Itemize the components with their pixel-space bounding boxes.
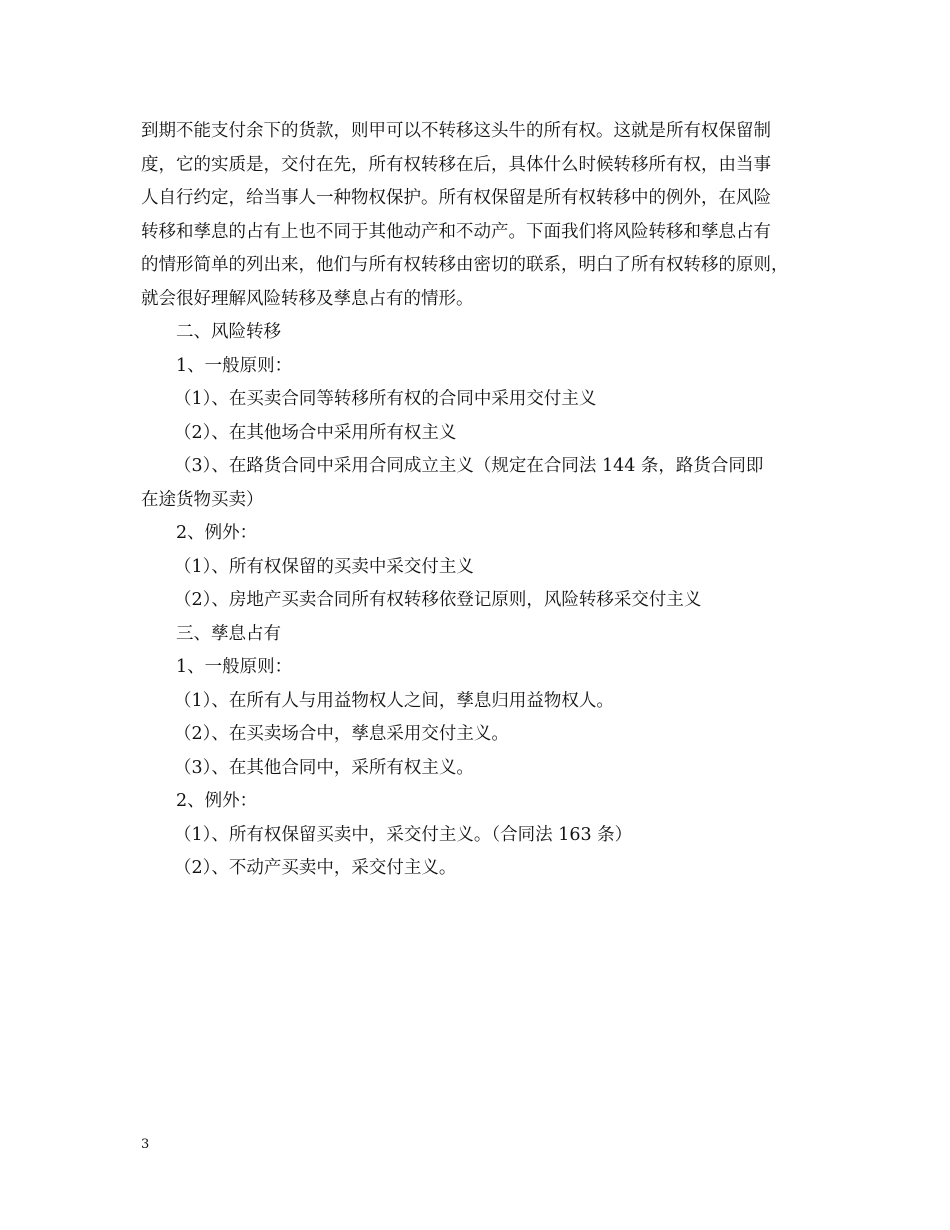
list-item: （2）、在其他场合中采用所有权主义	[174, 422, 457, 443]
body-text	[141, 115, 821, 886]
list-item: （3）、在路货合同中采用合同成立主义（规定在合同法 144 条，路货合同即	[174, 456, 764, 476]
body-line: 转移和孳息的占有上也不同于其他动产和不动产。下面我们将风险转移和孳息占有	[141, 221, 771, 242]
list-item-continuation: 在途货物买卖）	[141, 489, 264, 510]
body-line: 的情形简单的列出来，他们与所有权转移由密切的联系，明白了所有权转移的原则，	[141, 255, 789, 275]
list-item: （1）、在买卖合同等转移所有权的合同中采用交付主义	[174, 389, 597, 409]
subsection-heading: 2、例外：	[176, 791, 258, 811]
page-number: 3	[141, 1137, 150, 1152]
list-item: （1）、所有权保留买卖中，采交付主义。（合同法 163 条）	[174, 824, 633, 845]
list-item: （2）、不动产买卖中，采交付主义。	[174, 858, 457, 878]
body-line: 就会很好理解风险转移及孳息占有的情形。	[141, 288, 474, 309]
section-heading: 二、风险转移	[176, 322, 281, 342]
body-line: 度，它的实质是，交付在先，所有权转移在后，具体什么时候转移所有权，由当事	[141, 154, 771, 175]
subsection-heading: 1、一般原则：	[176, 657, 293, 677]
list-item: （2）、房地产买卖合同所有权转移依登记原则，风险转移采交付主义	[174, 590, 702, 610]
list-item: （3）、在其他合同中，采所有权主义。	[174, 757, 474, 778]
body-line: 人自行约定，给当事人一种物权保护。所有权保留是所有权转移中的例外，在风险	[141, 188, 771, 208]
section-heading: 三、孳息占有	[176, 623, 281, 644]
list-item: （2）、在买卖场合中，孳息采用交付主义。	[174, 724, 509, 744]
subsection-heading: 1、一般原则：	[176, 355, 293, 376]
list-item: （1）、在所有人与用益物权人之间，孳息归用益物权人。	[174, 690, 614, 711]
list-item: （1）、所有权保留的买卖中采交付主义	[174, 556, 474, 577]
body-line: 到期不能支付余下的货款，则甲可以不转移这头牛的所有权。这就是所有权保留制	[141, 121, 771, 141]
subsection-heading: 2、例外：	[176, 523, 258, 543]
